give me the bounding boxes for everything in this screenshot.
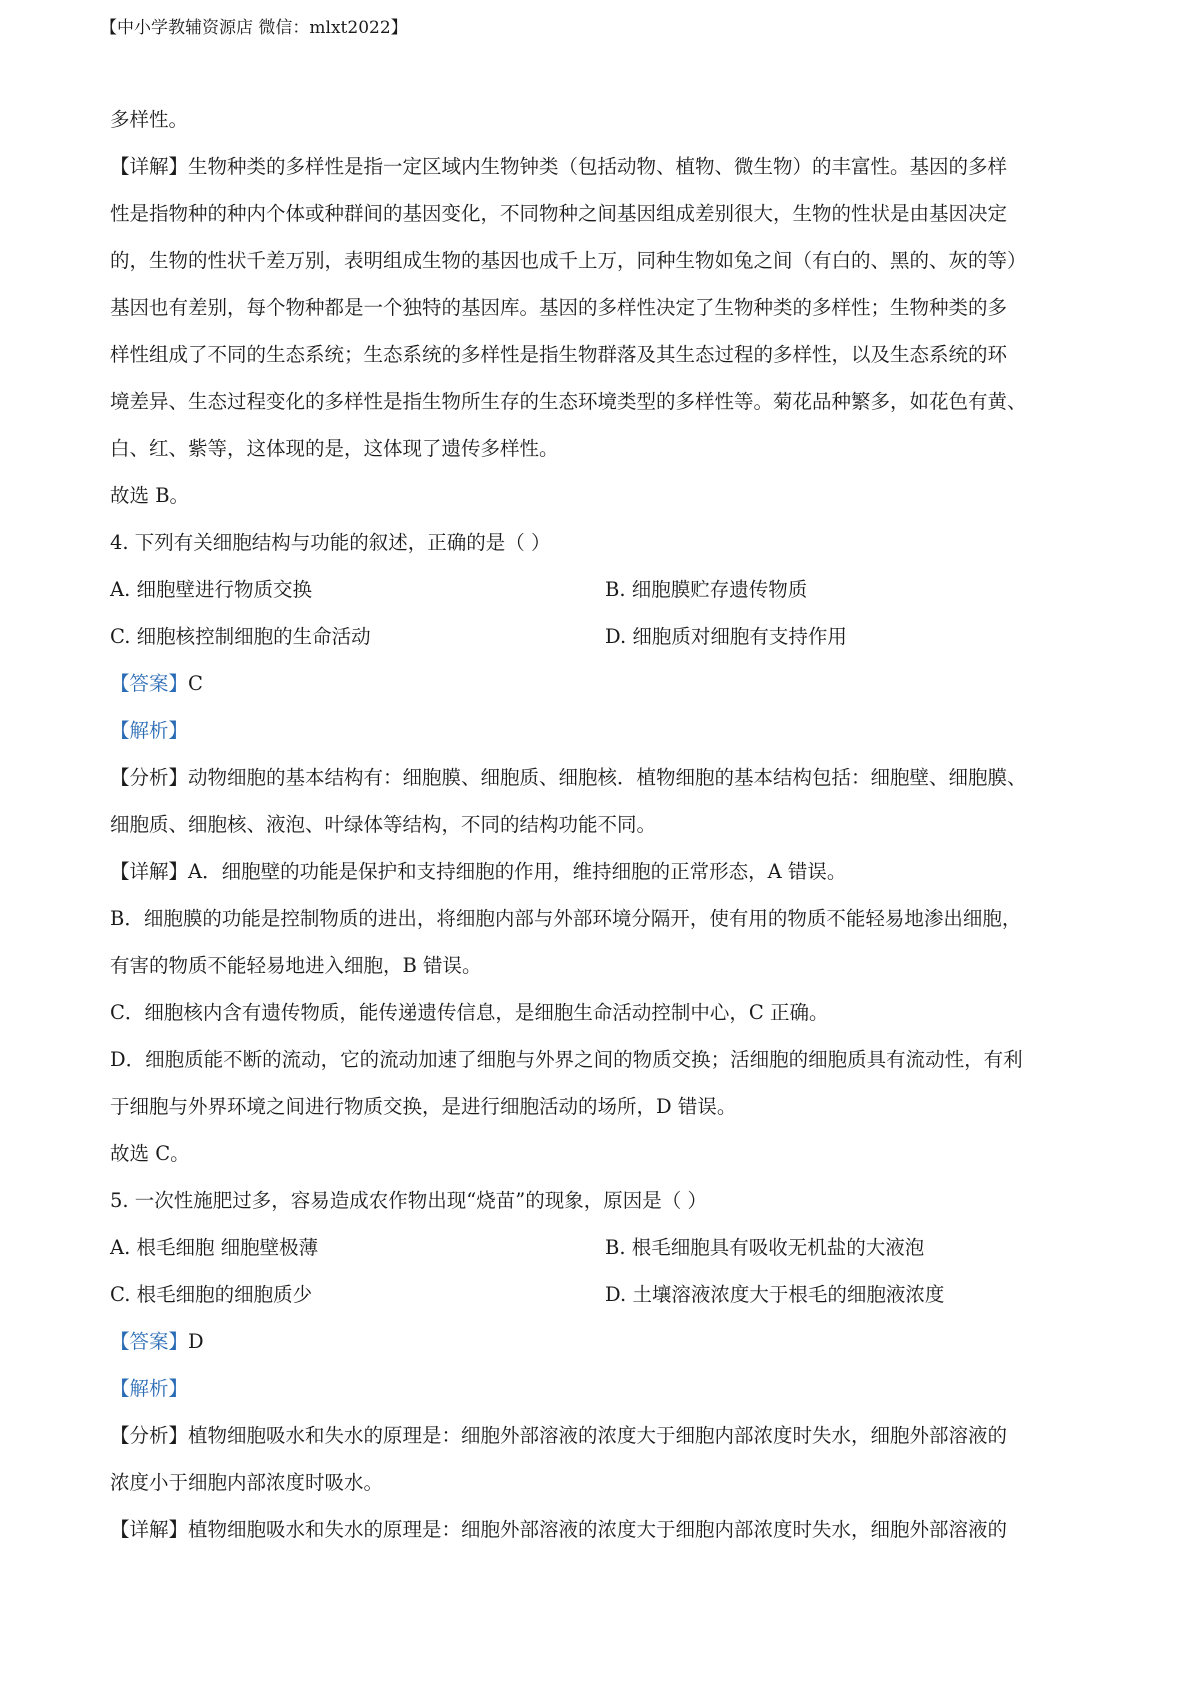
text-line: 样性组成了不同的生态系统；生态系统的多样性是指生物群落及其生态过程的多样性，以及生态系统的环 xyxy=(110,343,1008,366)
text-line: 多样性。 xyxy=(110,108,189,131)
option-row xyxy=(110,1224,1100,1271)
answer-line xyxy=(110,1318,1100,1365)
intro-section xyxy=(110,96,1100,519)
text-line: 境差异、生态过程变化的多样性是指生物所生存的生态环境类型的多样性等。菊花品种繁多，如花色有黄、 xyxy=(110,390,1027,413)
option-c: C. 根毛细胞的细胞质少 xyxy=(110,1283,313,1306)
analysis-tag: 【解析】 xyxy=(110,719,189,742)
text-line: 【详解】植物细胞吸水和失水的原理是：细胞外部溶液的浓度大于细胞内部浓度时失水，细胞外部溶液的 xyxy=(110,1518,1008,1541)
text-line: 于细胞与外界环境之间进行物质交换，是进行细胞活动的场所，D 错误。 xyxy=(110,1095,737,1118)
text-line: 的，生物的性状千差万别，表明组成生物的基因也成千上万，同种生物如兔之间（有白的、黑的、灰的等） xyxy=(110,249,1027,272)
option-c: C. 细胞核控制细胞的生命活动 xyxy=(110,625,371,648)
answer-value: D xyxy=(188,1330,204,1353)
question-stem: 4. 下列有关细胞结构与功能的叙述，正确的是（ ） xyxy=(110,531,551,554)
question-4 xyxy=(110,519,1100,1177)
answer-value: C xyxy=(188,672,203,695)
answer-tag: 【答案】 xyxy=(110,672,189,695)
document-body xyxy=(110,96,1100,1553)
option-row xyxy=(110,566,1100,613)
text-line: 【详解】生物种类的多样性是指一定区域内生物钟类（包括动物、植物、微生物）的丰富性。基因的多样 xyxy=(110,155,1008,178)
conclusion-line: 故选 B。 xyxy=(110,484,190,507)
option-a: A. 根毛细胞 细胞壁极薄 xyxy=(110,1236,319,1259)
option-b: B. 细胞膜贮存遗传物质 xyxy=(605,578,808,601)
text-line: 有害的物质不能轻易地进入细胞，B 错误。 xyxy=(110,954,482,977)
option-d: D. 土壤溶液浓度大于根毛的细胞液浓度 xyxy=(605,1283,945,1306)
text-line: 细胞质、细胞核、液泡、叶绿体等结构，不同的结构功能不同。 xyxy=(110,813,657,836)
option-row xyxy=(110,1271,1100,1318)
text-line: 【详解】A．细胞壁的功能是保护和支持细胞的作用，维持细胞的正常形态，A 错误。 xyxy=(110,860,847,883)
answer-tag: 【答案】 xyxy=(110,1330,189,1353)
option-d: D. 细胞质对细胞有支持作用 xyxy=(605,625,847,648)
option-row xyxy=(110,613,1100,660)
option-b: B. 根毛细胞具有吸收无机盐的大液泡 xyxy=(605,1236,925,1259)
text-line: 【分析】动物细胞的基本结构有：细胞膜、细胞质、细胞核．植物细胞的基本结构包括：细胞壁、细胞膜、 xyxy=(110,766,1027,789)
text-line: C．细胞核内含有遗传物质，能传递遗传信息，是细胞生命活动控制中心，C 正确。 xyxy=(110,1001,829,1024)
text-line: 【分析】植物细胞吸水和失水的原理是：细胞外部溶液的浓度大于细胞内部浓度时失水，细胞外部溶液的 xyxy=(110,1424,1008,1447)
option-a: A. 细胞壁进行物质交换 xyxy=(110,578,312,601)
page-header-watermark: 【中小学教辅资源店 微信：mlxt2022】 xyxy=(100,18,408,38)
text-line: 浓度小于细胞内部浓度时吸水。 xyxy=(110,1471,384,1494)
text-line: D．细胞质能不断的流动，它的流动加速了细胞与外界之间的物质交换；活细胞的细胞质具有流动性，有利 xyxy=(110,1048,1023,1071)
question-5 xyxy=(110,1177,1100,1553)
text-line: 基因也有差别，每个物种都是一个独特的基因库。基因的多样性决定了生物种类的多样性；生物种类的多 xyxy=(110,296,1008,319)
analysis-tag: 【解析】 xyxy=(110,1377,189,1400)
text-line: B．细胞膜的功能是控制物质的进出，将细胞内部与外部环境分隔开，使有用的物质不能轻易地渗出细胞， xyxy=(110,907,1022,930)
conclusion-line: 故选 C。 xyxy=(110,1142,190,1165)
question-stem: 5. 一次性施肥过多，容易造成农作物出现“烧苗”的现象，原因是（ ） xyxy=(110,1189,707,1212)
text-line: 性是指物种的种内个体或种群间的基因变化，不同物种之间基因组成差别很大，生物的性状是由基因决定 xyxy=(110,202,1008,225)
answer-line xyxy=(110,660,1100,707)
text-line: 白、红、紫等，这体现的是，这体现了遗传多样性。 xyxy=(110,437,559,460)
